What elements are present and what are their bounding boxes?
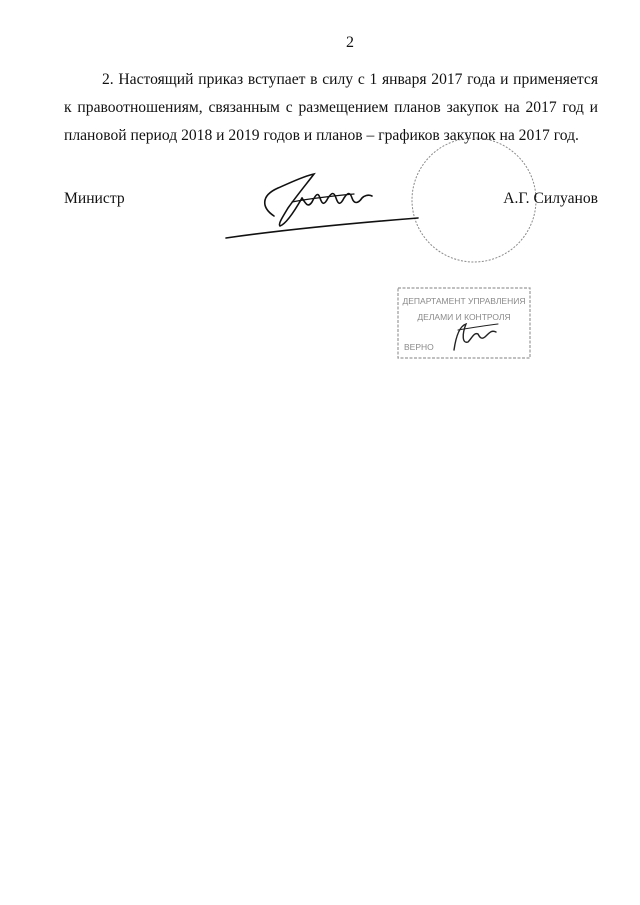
stamp-line-3: ВЕРНО — [404, 342, 434, 352]
stamp-line-1: ДЕПАРТАМЕНТ УПРАВЛЕНИЯ — [402, 296, 526, 306]
order-paragraph: 2. Настоящий приказ вступает в силу с 1 января 2017 года и применяется к правоотношениям, связанным с размещением планов закупок на 2017 год и плановой период 2018 и 2019 годов и планов – графиков закупок на 2017 год. — [64, 71, 598, 144]
signatory-name: А.Г. Силуанов — [503, 190, 598, 207]
signature-block — [64, 190, 598, 212]
approval-stamp — [396, 286, 532, 360]
stamp-line-2: ДЕЛАМИ И КОНТРОЛЯ — [417, 312, 511, 322]
signatory-position: Министр — [64, 190, 125, 207]
page-number: 2 — [346, 34, 354, 51]
